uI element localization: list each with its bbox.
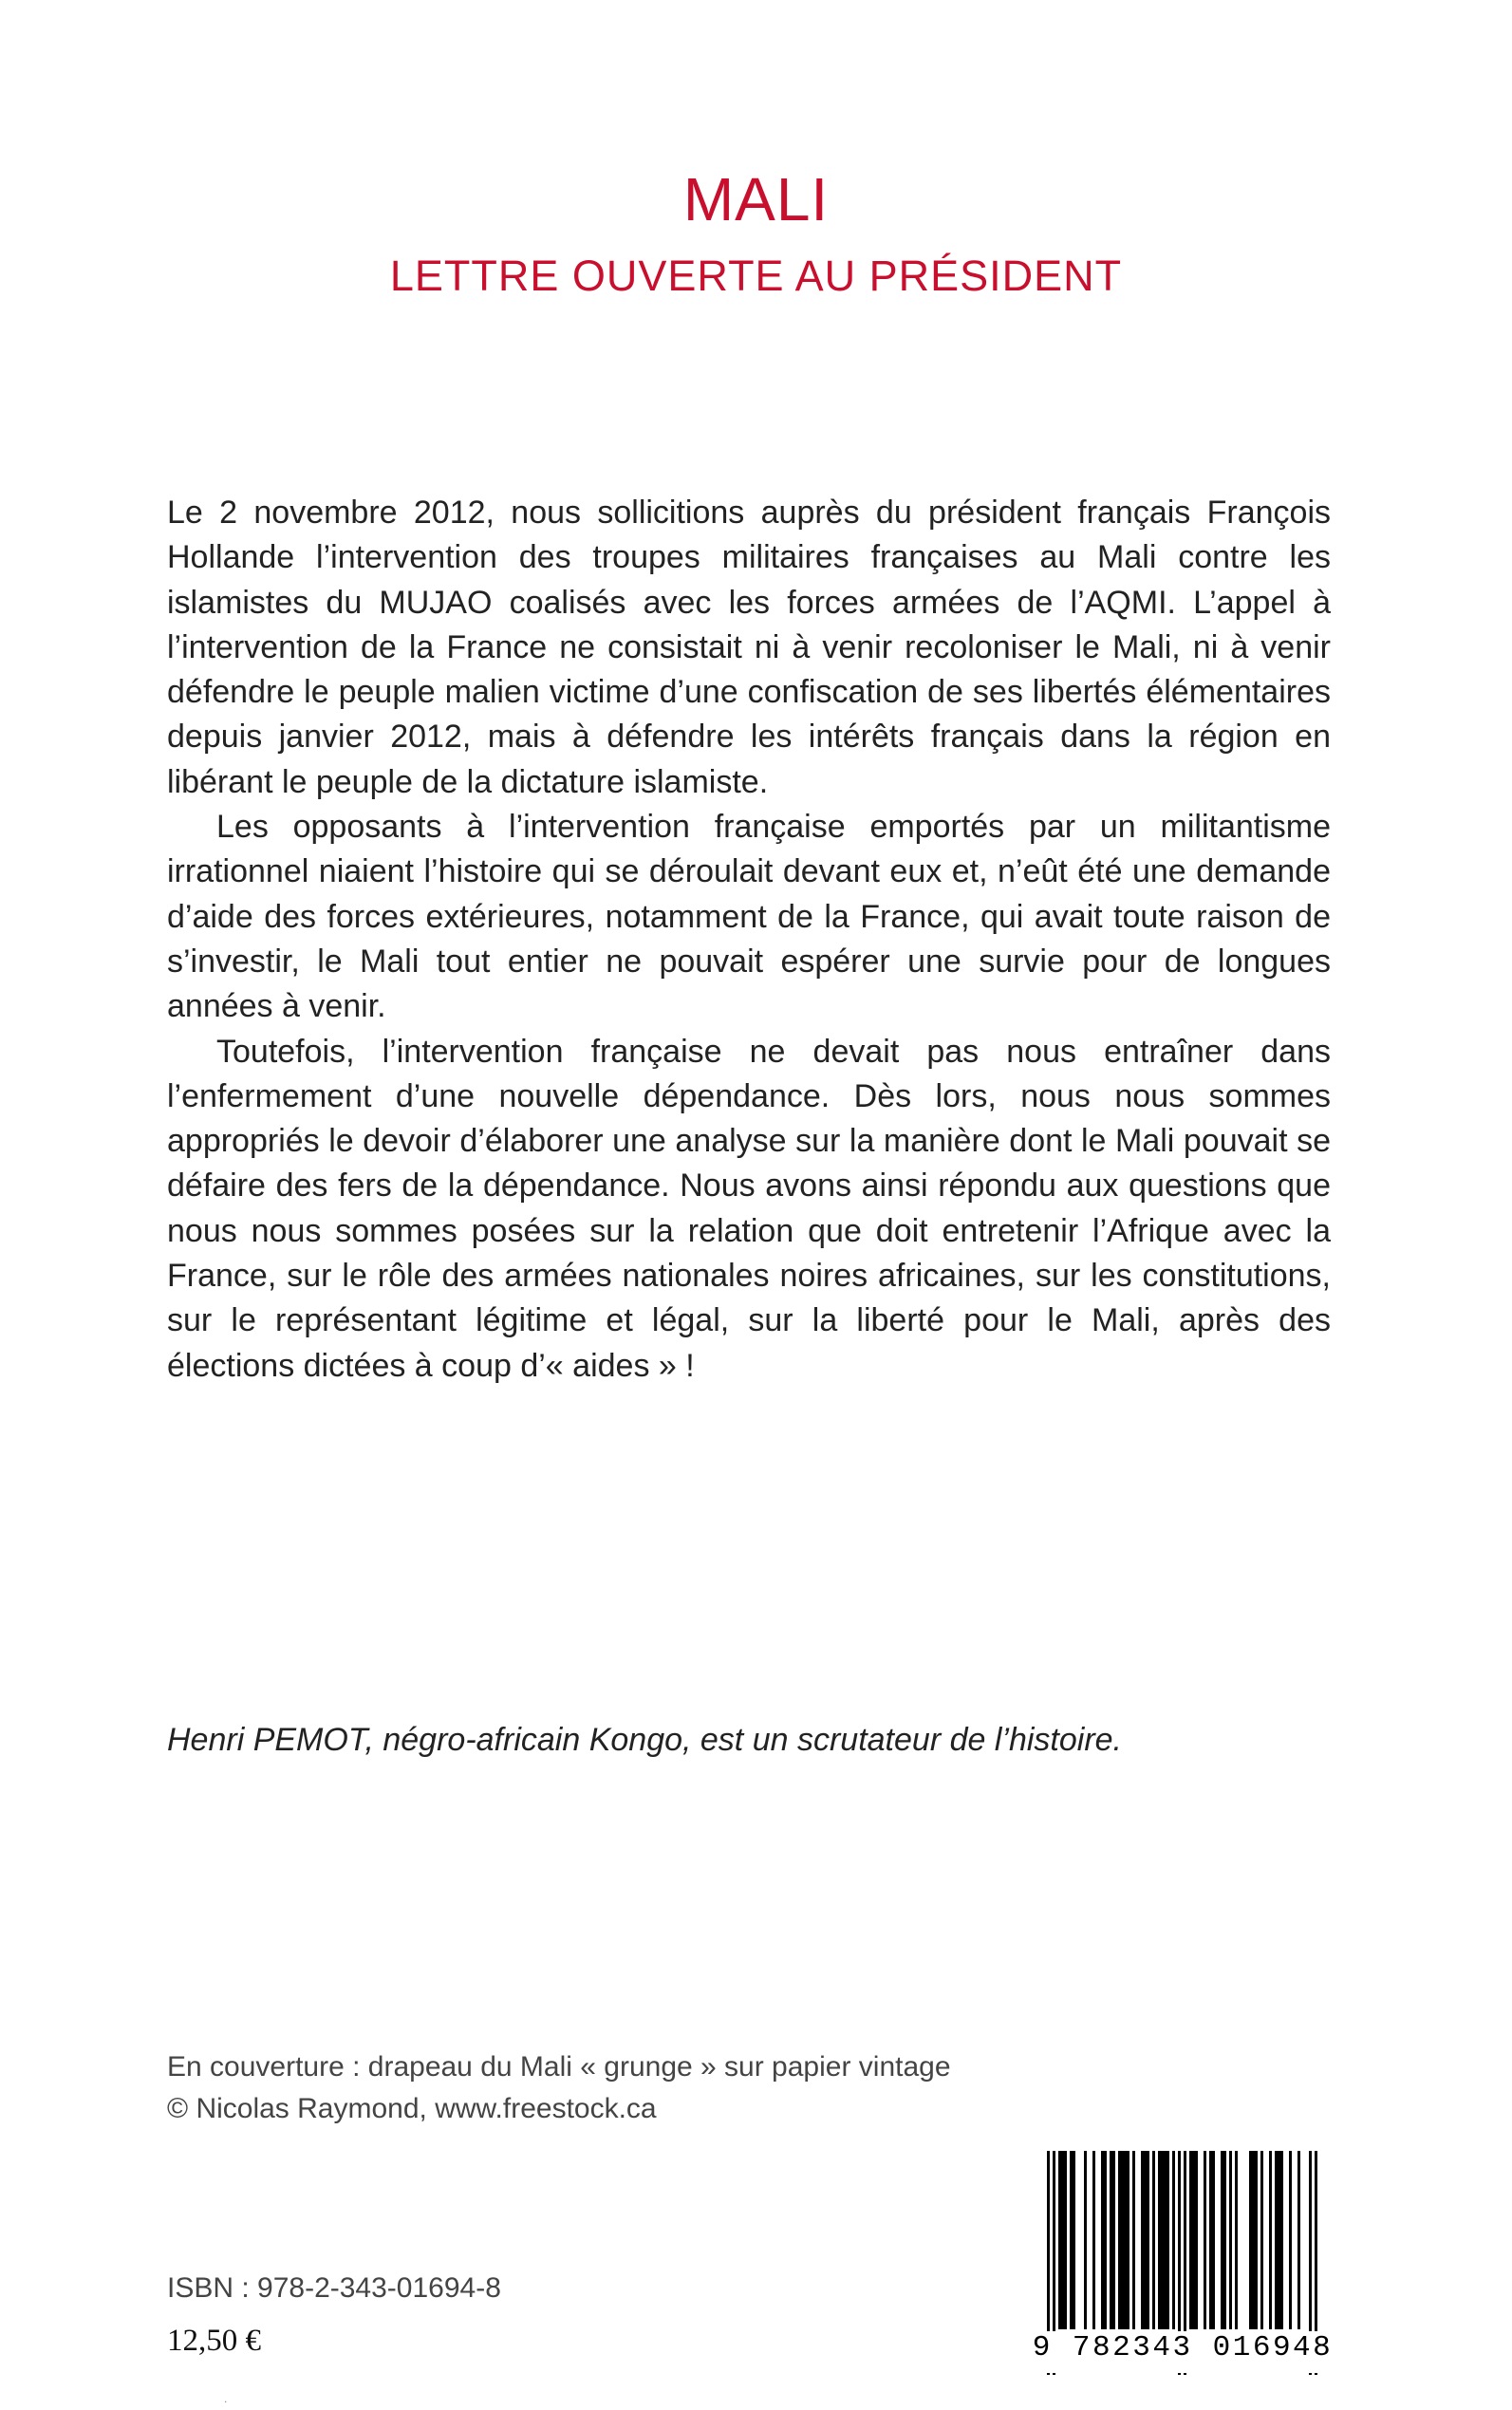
barcode-bar — [1141, 2151, 1144, 2329]
barcode-bar — [1252, 2151, 1255, 2329]
barcode-bar — [1269, 2151, 1272, 2329]
isbn-label: ISBN : 978-2-343-01694-8 — [167, 2272, 501, 2304]
barcode-bar — [1147, 2151, 1149, 2329]
book-subtitle: LETTRE OUVERTE AU PRÉSIDENT — [389, 252, 1123, 300]
barcode-bar — [1158, 2151, 1161, 2329]
barcode-bar — [1221, 2151, 1223, 2329]
barcode-bar — [1192, 2151, 1195, 2329]
barcode-digits: 9 782343 016948 — [1028, 2331, 1337, 2373]
paragraph-2: Les opposants à l’intervention française emportés par un militantisme irrationnel niaient l’histoire qui se déroulait devant eux et, n’eût été une demande d’aide des forces extérieures, notamment de la France, qui avait toute raison de s’investir, le Mali tout entier ne pouvait espérer une survie pour de longues années à venir. — [167, 809, 1331, 1025]
barcode-bar — [1195, 2151, 1198, 2329]
barcode-bar — [1249, 2151, 1252, 2329]
barcode-bar — [1209, 2151, 1212, 2329]
barcode-bar — [1278, 2151, 1280, 2329]
barcode-bar — [1223, 2151, 1226, 2329]
price-label: 12,50 € — [167, 2324, 261, 2358]
cover-credit-line-1: En couverture : drapeau du Mali « grunge » sur papier vintage — [167, 2051, 951, 2083]
barcode-bar — [1204, 2151, 1206, 2329]
barcode-bar — [1101, 2151, 1104, 2329]
barcode-bar — [1144, 2151, 1147, 2329]
barcode-bar — [1058, 2151, 1061, 2329]
barcode-bar — [1275, 2151, 1278, 2329]
paragraph-1: Le 2 novembre 2012, nous sollicitions auprès du président français François Hollande l’intervention des troupes militaires françaises au Mali contre les islamistes du MUJAO coalisés avec les forces armées de l’AQMI. L’appel à l’intervention de la France ne consistait ni à venir recoloniser le Mali, ni à venir défendre le peuple malien victime d’une confiscation de ses libertés élémentaires depuis janvier 2012, mais à défendre les intérêts français dans la région en libérant le peuple de la dictature islamiste. — [167, 495, 1331, 800]
barcode-bar — [1189, 2151, 1192, 2329]
barcode-bar — [1127, 2151, 1129, 2329]
barcode-bar — [1132, 2151, 1135, 2329]
barcode-bar — [1112, 2151, 1115, 2329]
barcode-bar — [1235, 2151, 1238, 2329]
barcode-bar — [1297, 2151, 1300, 2329]
book-title: MALI — [682, 165, 830, 234]
barcode-bar — [1061, 2151, 1064, 2329]
barcode-bar — [1121, 2151, 1124, 2329]
barcode-bar — [1104, 2151, 1107, 2329]
barcode-bar — [1255, 2151, 1258, 2329]
barcode-bar — [1172, 2151, 1175, 2329]
author-name: Henri PEMOT — [167, 1722, 365, 1758]
barcode-bar — [1118, 2151, 1121, 2329]
barcode-bar — [1064, 2151, 1067, 2329]
barcode-bar — [1212, 2151, 1215, 2329]
barcode-bar — [1092, 2151, 1095, 2329]
author-bio: , négro-africain Kongo, est un scrutateur de l’histoire. — [364, 1722, 1123, 1758]
barcode-bar — [1124, 2151, 1127, 2329]
barcode-bar — [1110, 2151, 1112, 2329]
cover-credit-line-2: © Nicolas Raymond, www.freestock.ca — [167, 2093, 657, 2124]
paragraph-3: Toutefois, l’intervention française ne devait pas nous entraîner dans l’enfermement d’une nouvelle dépendance. Dès lors, nous nous sommes appropriés le devoir d’élaborer une analyse sur la manière dont le Mali pouvait se défaire des fers de la dépendance. Nous avons ainsi répondu aux questions que nous nous sommes posées sur la relation que doit entretenir l’Afrique avec la France, sur le rôle des armées nationales noires africaines, sur les constitutions, sur le représentant légitime et légal, sur la liberté pour le Mali, après des élections dictées à coup d’« aides » ! — [167, 1033, 1331, 1384]
barcode-bar — [1167, 2151, 1169, 2329]
barcode-bar — [1260, 2151, 1263, 2329]
barcode-bar — [1070, 2151, 1073, 2329]
barcode-bar — [1161, 2151, 1164, 2329]
barcode-bar — [1152, 2151, 1155, 2329]
barcode-bar — [1280, 2151, 1283, 2329]
barcode-bar — [1084, 2151, 1087, 2329]
barcode-bar — [1164, 2151, 1167, 2329]
back-cover-text — [167, 491, 1331, 1389]
barcode-bar — [1229, 2151, 1232, 2329]
author-blurb — [167, 1722, 1344, 1759]
cover-credit — [167, 2046, 1116, 2130]
barcode-bar — [1289, 2151, 1292, 2329]
barcode-bar — [1073, 2151, 1075, 2329]
price-dot: . — [224, 2392, 228, 2405]
